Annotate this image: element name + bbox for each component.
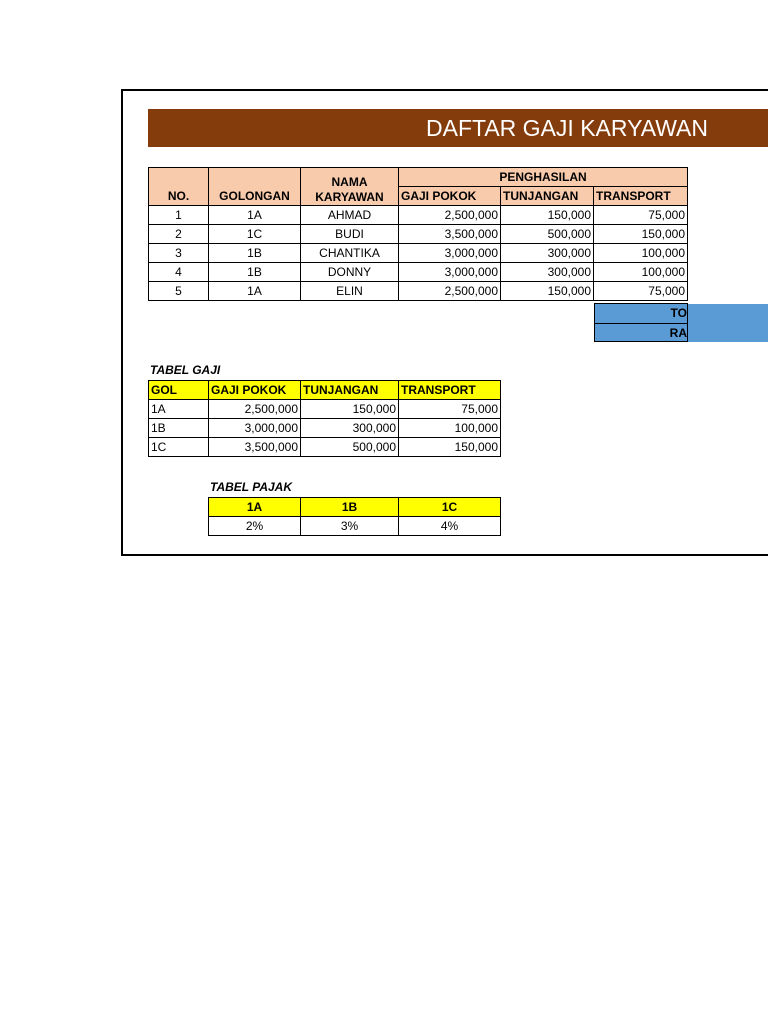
cell-nama[interactable]: DONNY (301, 263, 399, 282)
cell-no[interactable]: 4 (149, 263, 209, 282)
cell-no[interactable]: 3 (149, 244, 209, 263)
table-row (149, 206, 688, 225)
gaji-header-gaji-pokok: GAJI POKOK (209, 381, 301, 400)
page-title: DAFTAR GAJI KARYAWAN (426, 115, 708, 141)
tabel-gaji-caption: TABEL GAJI (150, 363, 221, 377)
cell-tunjangan[interactable]: 150,000 (501, 282, 594, 301)
table-row (149, 263, 688, 282)
total-label: TO (595, 304, 687, 324)
table-row (149, 282, 688, 301)
cell-gaji-pokok[interactable]: 3,000,000 (399, 263, 501, 282)
cell-nama[interactable]: BUDI (301, 225, 399, 244)
header-nama (301, 168, 399, 206)
cell-transport[interactable]: 150,000 (594, 225, 688, 244)
cell-transport[interactable]: 100,000 (594, 244, 688, 263)
header-golongan: GOLONGAN (209, 168, 301, 206)
rata-label: RA (669, 326, 687, 340)
header-nama-line1: NAMA (331, 175, 368, 189)
cell-gaji-pokok[interactable]: 3,000,000 (209, 419, 301, 438)
cell-transport[interactable]: 150,000 (399, 438, 501, 457)
cell-gaji-pokok[interactable]: 2,500,000 (399, 282, 501, 301)
tabel-gaji (148, 380, 501, 457)
cell-golongan[interactable]: 1A (209, 282, 301, 301)
header-gaji-pokok: GAJI POKOK (399, 187, 501, 206)
cell-gaji-pokok[interactable]: 3,500,000 (209, 438, 301, 457)
gaji-header-tunjangan: TUNJANGAN (301, 381, 399, 400)
cell-transport[interactable]: 100,000 (399, 419, 501, 438)
cell-gol[interactable]: 1B (149, 419, 209, 438)
salary-table (148, 167, 688, 301)
cell-tunjangan[interactable]: 500,000 (501, 225, 594, 244)
cell-tunjangan[interactable]: 150,000 (501, 206, 594, 225)
gaji-header-transport: TRANSPORT (399, 381, 501, 400)
cell-gol[interactable]: 1A (149, 400, 209, 419)
header-tunjangan: TUNJANGAN (501, 187, 594, 206)
cell-gaji-pokok[interactable]: 3,000,000 (399, 244, 501, 263)
gaji-header-gol: GOL (149, 381, 209, 400)
tabel-pajak-caption: TABEL PAJAK (210, 480, 293, 494)
cell-nama[interactable]: AHMAD (301, 206, 399, 225)
cell-gaji-pokok[interactable]: 2,500,000 (209, 400, 301, 419)
cell-pajak-1b[interactable]: 3% (301, 517, 399, 536)
cell-tunjangan[interactable]: 300,000 (301, 419, 399, 438)
header-no: NO. (149, 168, 209, 206)
header-transport: TRANSPORT (594, 187, 688, 206)
cell-nama[interactable]: ELIN (301, 282, 399, 301)
table-row (149, 438, 501, 457)
cell-gol[interactable]: 1C (149, 438, 209, 457)
cell-no[interactable]: 2 (149, 225, 209, 244)
header-penghasilan: PENGHASILAN (399, 168, 688, 187)
cell-tunjangan[interactable]: 300,000 (501, 263, 594, 282)
cell-gaji-pokok[interactable]: 3,500,000 (399, 225, 501, 244)
cell-transport[interactable]: 75,000 (399, 400, 501, 419)
cell-golongan[interactable]: 1A (209, 206, 301, 225)
cell-golongan[interactable]: 1B (209, 244, 301, 263)
table-row (149, 419, 501, 438)
cell-tunjangan[interactable]: 500,000 (301, 438, 399, 457)
pajak-header-1c: 1C (399, 498, 501, 517)
header-nama-line2: KARYAWAN (315, 190, 384, 204)
tabel-pajak (208, 497, 501, 536)
cell-nama[interactable]: CHANTIKA (301, 244, 399, 263)
cell-transport[interactable]: 75,000 (594, 282, 688, 301)
table-row (209, 517, 501, 536)
cell-gaji-pokok[interactable]: 2,500,000 (399, 206, 501, 225)
cell-pajak-1c[interactable]: 4% (399, 517, 501, 536)
cell-tunjangan[interactable]: 150,000 (301, 400, 399, 419)
cell-no[interactable]: 5 (149, 282, 209, 301)
cell-transport[interactable]: 100,000 (594, 263, 688, 282)
summary-box (594, 303, 688, 342)
cell-pajak-1a[interactable]: 2% (209, 517, 301, 536)
cell-golongan[interactable]: 1C (209, 225, 301, 244)
cell-golongan[interactable]: 1B (209, 263, 301, 282)
cell-transport[interactable]: 75,000 (594, 206, 688, 225)
cell-tunjangan[interactable]: 300,000 (501, 244, 594, 263)
pajak-header-1a: 1A (209, 498, 301, 517)
table-row (149, 225, 688, 244)
cell-no[interactable]: 1 (149, 206, 209, 225)
pajak-header-1b: 1B (301, 498, 399, 517)
table-row (149, 400, 501, 419)
table-row (149, 244, 688, 263)
